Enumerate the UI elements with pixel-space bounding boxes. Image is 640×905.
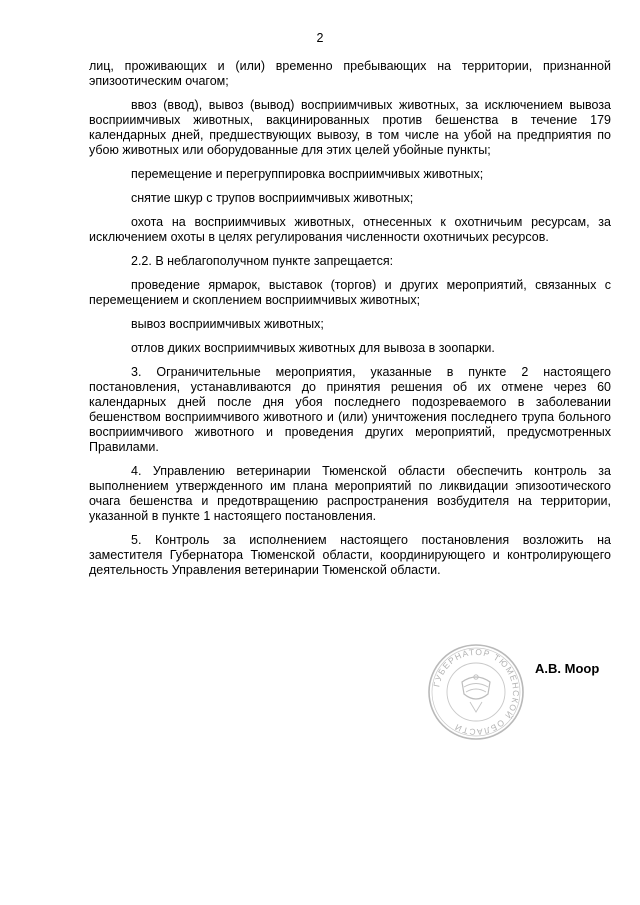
seal-text: ГУБЕРНАТОР ТЮМЕНСКОЙ ОБЛАСТИ [431,646,522,738]
paragraph-2: ввоз (ввод), вывоз (вывод) восприимчивых животных, за исключением вывоза восприимчивых животных, вакцинированных против бешенства в течение 179 календарных дней, предшествующих вывозу, в том числе на убой на предприятия по убою животных или оборудованные для этих целей убойные пункты; [89,98,611,157]
signer-name: А.В. Моор [535,661,600,676]
svg-text:ГУБЕРНАТОР ТЮМЕНСКОЙ ОБЛАСТИ [431,647,521,737]
paragraph-10: 3. Ограничительные мероприятия, указанные в пункте 2 настоящего постановления, устанавливаются до принятия решения об их отмене через 60 календарных дней после дня убоя последнего подозреваемого в заболевании бешенством восприимчивого животного и (или) уничтожения последнего трупа больного восприимчивого животного и проведения других мероприятий, предусмотренных Правилами. [89,365,611,454]
paragraph-1: лиц, проживающих и (или) временно пребывающих на территории, признанной эпизоотическим очагом; [89,59,611,88]
official-seal-icon [426,642,526,742]
signature-block [420,640,620,750]
paragraph-12: 5. Контроль за исполнением настоящего постановления возложить на заместителя Губернатора Тюменской области, координирующего и контролирующего деятельность Управления ветеринарии Тюменской области. [89,533,611,577]
paragraph-4: снятие шкур с трупов восприимчивых животных; [131,191,414,205]
paragraph-9: отлов диких восприимчивых животных для вывоза в зоопарки. [131,341,495,355]
paragraph-6: 2.2. В неблагополучном пункте запрещается: [131,254,394,268]
page-number: 2 [316,31,324,45]
paragraph-3: перемещение и перегруппировка восприимчивых животных; [131,167,484,181]
paragraph-11: 4. Управлению ветеринарии Тюменской области обеспечить контроль за выполнением утвержденного им плана мероприятий по ликвидации эпизоотического очага бешенства и предотвращению распространения возбудителя на территории, указанной в пункте 1 настоящего постановления. [89,464,611,523]
paragraph-8: вывоз восприимчивых животных; [131,317,324,331]
paragraph-5: охота на восприимчивых животных, отнесенных к охотничьим ресурсам, за исключением охоты в целях регулирования численности охотничьих ресурсов. [89,215,611,244]
paragraph-7: проведение ярмарок, выставок (торгов) и других мероприятий, связанных с перемещением и скоплением восприимчивых животных; [89,278,611,307]
document-body [89,59,611,587]
